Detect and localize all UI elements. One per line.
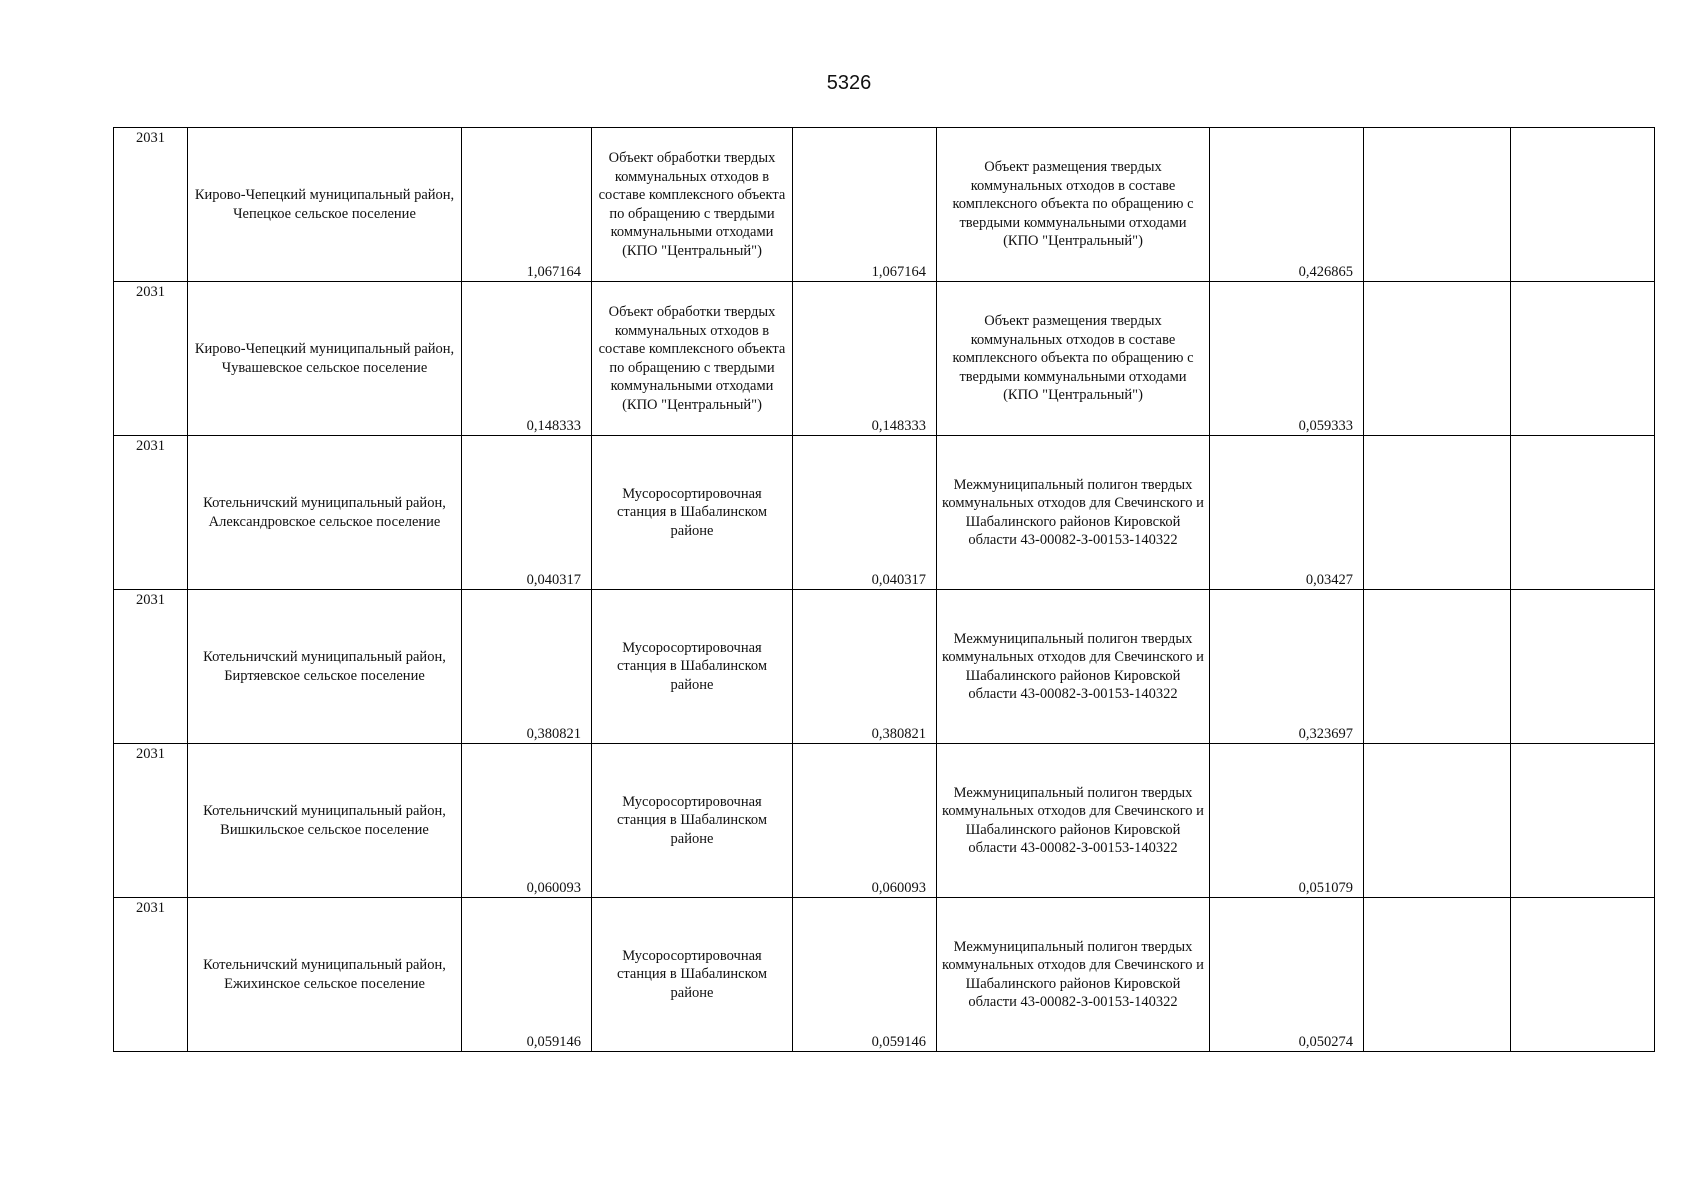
volume-total-cell: 0,040317	[462, 436, 592, 590]
disposal-object-cell: Межмуниципальный полигон твердых коммунальных отходов для Свечинского и Шабалинского районов Кировской области 43-00082-З-00153-140322	[937, 590, 1210, 744]
disposal-object-cell: Межмуниципальный полигон твердых коммунальных отходов для Свечинского и Шабалинского районов Кировской области 43-00082-З-00153-140322	[937, 898, 1210, 1052]
empty-cell	[1364, 128, 1511, 282]
disposal-object-cell: Объект размещения твердых коммунальных отходов в составе комплексного объекта по обращению с твердыми коммунальными отходами (КПО "Центральный")	[937, 282, 1210, 436]
settlement-cell: Котельничский муниципальный район, Вишкильское сельское поселение	[188, 744, 462, 898]
volume-disposal-cell: 0,03427	[1210, 436, 1364, 590]
volume-disposal-cell: 0,050274	[1210, 898, 1364, 1052]
volume-processing-cell: 0,059146	[793, 898, 937, 1052]
empty-cell	[1511, 128, 1655, 282]
processing-object-cell: Объект обработки твердых коммунальных отходов в составе комплексного объекта по обращению с твердыми коммунальными отходами (КПО "Центральный")	[592, 128, 793, 282]
settlement-cell: Котельничский муниципальный район, Ежихинское сельское поселение	[188, 898, 462, 1052]
volume-total-cell: 0,380821	[462, 590, 592, 744]
volume-processing-cell: 1,067164	[793, 128, 937, 282]
settlement-cell: Кирово-Чепецкий муниципальный район, Чувашевское сельское поселение	[188, 282, 462, 436]
settlement-cell: Котельничский муниципальный район, Биртяевское сельское поселение	[188, 590, 462, 744]
disposal-object-cell: Объект размещения твердых коммунальных отходов в составе комплексного объекта по обращению с твердыми коммунальными отходами (КПО "Центральный")	[937, 128, 1210, 282]
processing-object-cell: Мусоросортировочная станция в Шабалинском районе	[592, 590, 793, 744]
table-row	[114, 898, 1655, 1052]
empty-cell	[1511, 898, 1655, 1052]
empty-cell	[1364, 436, 1511, 590]
settlement-cell: Котельничский муниципальный район, Александровское сельское поселение	[188, 436, 462, 590]
volume-disposal-cell: 0,426865	[1210, 128, 1364, 282]
settlement-cell: Кирово-Чепецкий муниципальный район, Чепецкое сельское поселение	[188, 128, 462, 282]
processing-object-cell: Объект обработки твердых коммунальных отходов в составе комплексного объекта по обращению с твердыми коммунальными отходами (КПО "Центральный")	[592, 282, 793, 436]
empty-cell	[1511, 436, 1655, 590]
volume-processing-cell: 0,148333	[793, 282, 937, 436]
year-cell: 2031	[114, 744, 188, 898]
empty-cell	[1364, 590, 1511, 744]
processing-object-cell: Мусоросортировочная станция в Шабалинском районе	[592, 898, 793, 1052]
table-row	[114, 436, 1655, 590]
volume-disposal-cell: 0,059333	[1210, 282, 1364, 436]
disposal-object-cell: Межмуниципальный полигон твердых коммунальных отходов для Свечинского и Шабалинского районов Кировской области 43-00082-З-00153-140322	[937, 744, 1210, 898]
year-cell: 2031	[114, 898, 188, 1052]
empty-cell	[1364, 898, 1511, 1052]
year-cell: 2031	[114, 282, 188, 436]
table-row	[114, 282, 1655, 436]
table-row	[114, 590, 1655, 744]
table-row	[114, 128, 1655, 282]
processing-object-cell: Мусоросортировочная станция в Шабалинском районе	[592, 436, 793, 590]
year-cell: 2031	[114, 436, 188, 590]
volume-total-cell: 1,067164	[462, 128, 592, 282]
volume-total-cell: 0,059146	[462, 898, 592, 1052]
page-number: 5326	[826, 72, 872, 94]
empty-cell	[1511, 590, 1655, 744]
waste-flow-table	[113, 127, 1655, 1052]
volume-processing-cell: 0,060093	[793, 744, 937, 898]
year-cell: 2031	[114, 590, 188, 744]
year-cell: 2031	[114, 128, 188, 282]
empty-cell	[1511, 744, 1655, 898]
empty-cell	[1364, 744, 1511, 898]
volume-total-cell: 0,060093	[462, 744, 592, 898]
processing-object-cell: Мусоросортировочная станция в Шабалинском районе	[592, 744, 793, 898]
volume-disposal-cell: 0,323697	[1210, 590, 1364, 744]
empty-cell	[1364, 282, 1511, 436]
disposal-object-cell: Межмуниципальный полигон твердых коммунальных отходов для Свечинского и Шабалинского районов Кировской области 43-00082-З-00153-140322	[937, 436, 1210, 590]
empty-cell	[1511, 282, 1655, 436]
volume-processing-cell: 0,040317	[793, 436, 937, 590]
table-row	[114, 744, 1655, 898]
volume-disposal-cell: 0,051079	[1210, 744, 1364, 898]
volume-total-cell: 0,148333	[462, 282, 592, 436]
volume-processing-cell: 0,380821	[793, 590, 937, 744]
